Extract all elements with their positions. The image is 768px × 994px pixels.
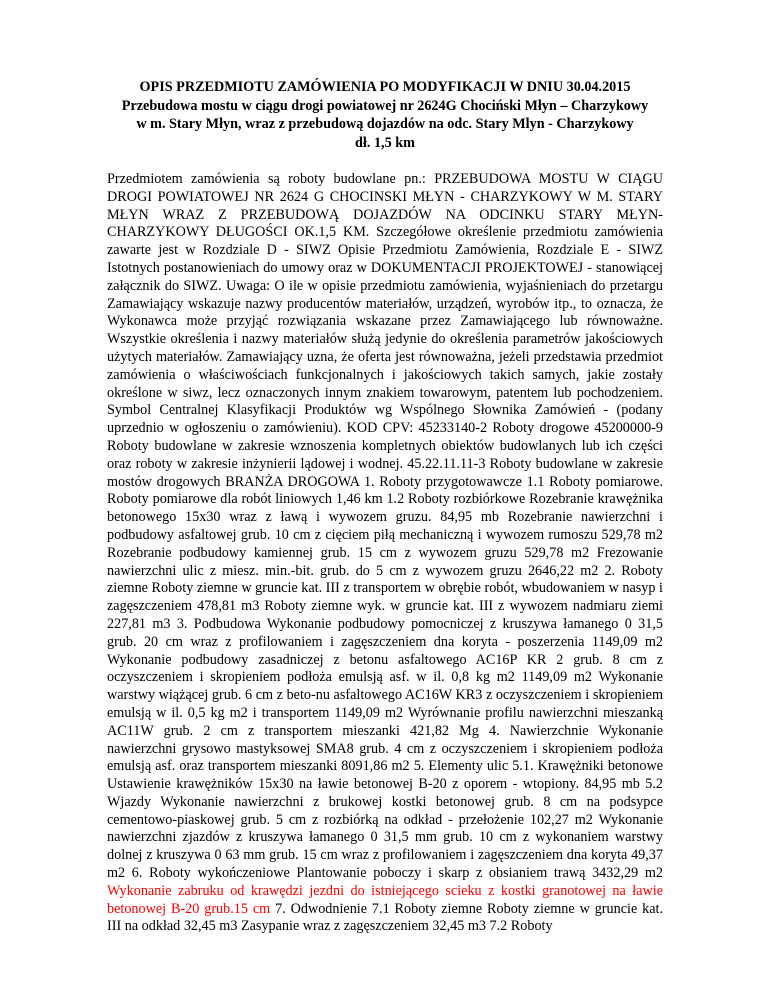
body-paragraph [107,171,663,936]
body-text-main: Przedmiotem zamówienia są roboty budowlane pn.: PRZEBUDOWA MOSTU W CIĄGU DROGI POWIATOWEJ NR 2624 G CHOCINSKI MŁYN - CHARZYKOWY W M. STARY MŁYN WRAZ Z PRZEBUDOWĄ DOJAZDÓW NA ODCINKU STARY MŁYN-CHARZYKOWY DŁUGOŚCI OK.1,5 KM. Szczegółowe określenie przedmiotu zamówienia zawarte jest w Rozdziale D - SIWZ Opisie Przedmiotu Zamówienia, Rozdziale E - SIWZ Istotnych postanowieniach do umowy oraz w DOKUMENTACJI PROJEKTOWEJ - stanowiącej załącznik do SIWZ. Uwaga: O ile w opisie przedmiotu zamówienia, wyjaśnieniach do przetargu Zamawiający wskazuje nazwy producentów materiałów, urządzeń, wyrobów itp., to oznacza, że Wykonawca może przyjąć rozwiązania wskazane przez Zamawiającego lub równoważne. Wszystkie określenia i nazwy materiałów służą jedynie do określenia parametrów jakościowych użytych materiałów. Zamawiający uzna, że oferta jest równoważna, jeżeli przedstawia przedmiot zamówienia o właściwościach funkcjonalnych i jakościowych takich samych, jakie zostały określone w siwz, lecz oznaczonych innym znakiem towarowym, patentem lub pochodzeniem. Symbol Centralnej Klasyfikacji Produktów wg Wspólnego Słownika Zamówień - (podany uprzednio w ogłoszeniu o zamówieniu). KOD CPV: 45233140-2 Roboty drogowe 45200000-9 Roboty budowlane w zakresie wznoszenia kompletnych obiektów budowlanych lub ich części oraz roboty w zakresie inżynierii lądowej i wodnej. 45.22.11.11-3 Roboty budowlane w zakresie mostów drogowych BRANŻA DROGOWA 1. Roboty przygotowawcze 1.1 Roboty pomiarowe. Roboty pomiarowe dla robót liniowych 1,46 km 1.2 Roboty rozbiórkowe Rozebranie krawężnika betonowego 15x30 wraz z ławą i wywozem gruzu. 84,95 mb Rozebranie nawierzchni i podbudowy asfaltowej grub. 10 cm z cięciem piłą mechaniczną i wywozem rumoszu 529,78 m2 Rozebranie podbudowy kamiennej grub. 15 cm z wywozem gruzu 529,78 m2 Frezowanie nawierzchni ulic z miesz. min.-bit. grub. do 5 cm z wywozem gruzu 2646,22 m2 2. Roboty ziemne Roboty ziemne w gruncie kat. III z transportem w obrębie robót, wbudowaniem w nasyp i zagęszczeniem 478,81 m3 Roboty ziemne wyk. w gruncie kat. III z wywozem nadmiaru ziemi 227,81 m3 3. Podbudowa Wykonanie podbudowy pomocniczej z kruszywa łamanego 0 31,5 grub. 20 cm wraz z profilowaniem i zagęszczeniem dna koryta - poszerzenia 1149,09 m2 Wykonanie podbudowy zasadniczej z betonu asfaltowego AC16P KR 2 grub. 8 cm z oczyszczeniem i skropieniem podłoża emulsją asf. w il. 0,8 kg m2 1149,09 m2 Wykonanie warstwy wiążącej grub. 6 cm z beto-nu asfaltowego AC16W KR3 z oczyszczeniem i skropieniem emulsją w il. 0,5 kg m2 i transportem 1149,09 m2 Wyrównanie profilu nawierzchni mieszanką AC11W grub. 2 cm z transportem mieszanki 421,82 Mg 4. Nawierzchnie Wykonanie nawierzchni grysowo mastyksowej SMA8 grub. 4 cm z oczyszczeniem i skropieniem podłoża emulsją asf. oraz transportem mieszanki 8091,86 m2 5. Elementy ulic 5.1. Krawężniki betonowe Ustawienie krawężników 15x30 na ławie betonowej B-20 z oporem - wtopiony. 84,95 mb 5.2 Wjazdy Wykonanie nawierzchni z brukowej kostki betonowej grub. 8 cm na podsypce cementowo-piaskowej grub. 5 cm z rozbiórką na odkład - przełożenie 102,27 m2 Wykonanie nawierzchni zjazdów z kruszywa łamanego 0 31,5 mm grub. 10 cm z wykonaniem warstwy dolnej z kruszywa 0 63 mm grub. 15 cm wraz z profilowaniem i zagęszczeniem dna koryta 49,37 m2 6. Roboty wykończeniowe Plantowanie poboczy i skarp z obsianiem trawą 3432,29 m2 [107,171,663,882]
modified-text-highlight: Wykonanie zabruku od krawędzi jezdni do istniejącego scieku z kostki granotowej na ławie betonowej B-20 grub.15 cm [107,882,663,917]
heading-line-location: w m. Stary Młyn, wraz z przebudową dojazdów na odc. Stary Mlyn - Charzykowy [136,116,634,132]
body-text-continuation: 7. Odwodnienie 7.1 Roboty ziemne Roboty ziemne w gruncie kat. III na odkład 32,45 m3 Zasypanie wraz z zagęszczeniem 32,45 m3 7.2 Roboty [107,900,664,935]
heading-line-length: dł. 1,5 km [355,134,415,151]
heading-line-subject: Przebudowa mostu w ciągu drogi powiatowej nr 2624G Chociński Młyn – Charzykowy [121,97,649,114]
heading-line-title: OPIS PRZEDMIOTU ZAMÓWIENIA PO MODYFIKACJI W DNIU 30.04.2015 [139,79,631,95]
document-heading [107,78,663,152]
